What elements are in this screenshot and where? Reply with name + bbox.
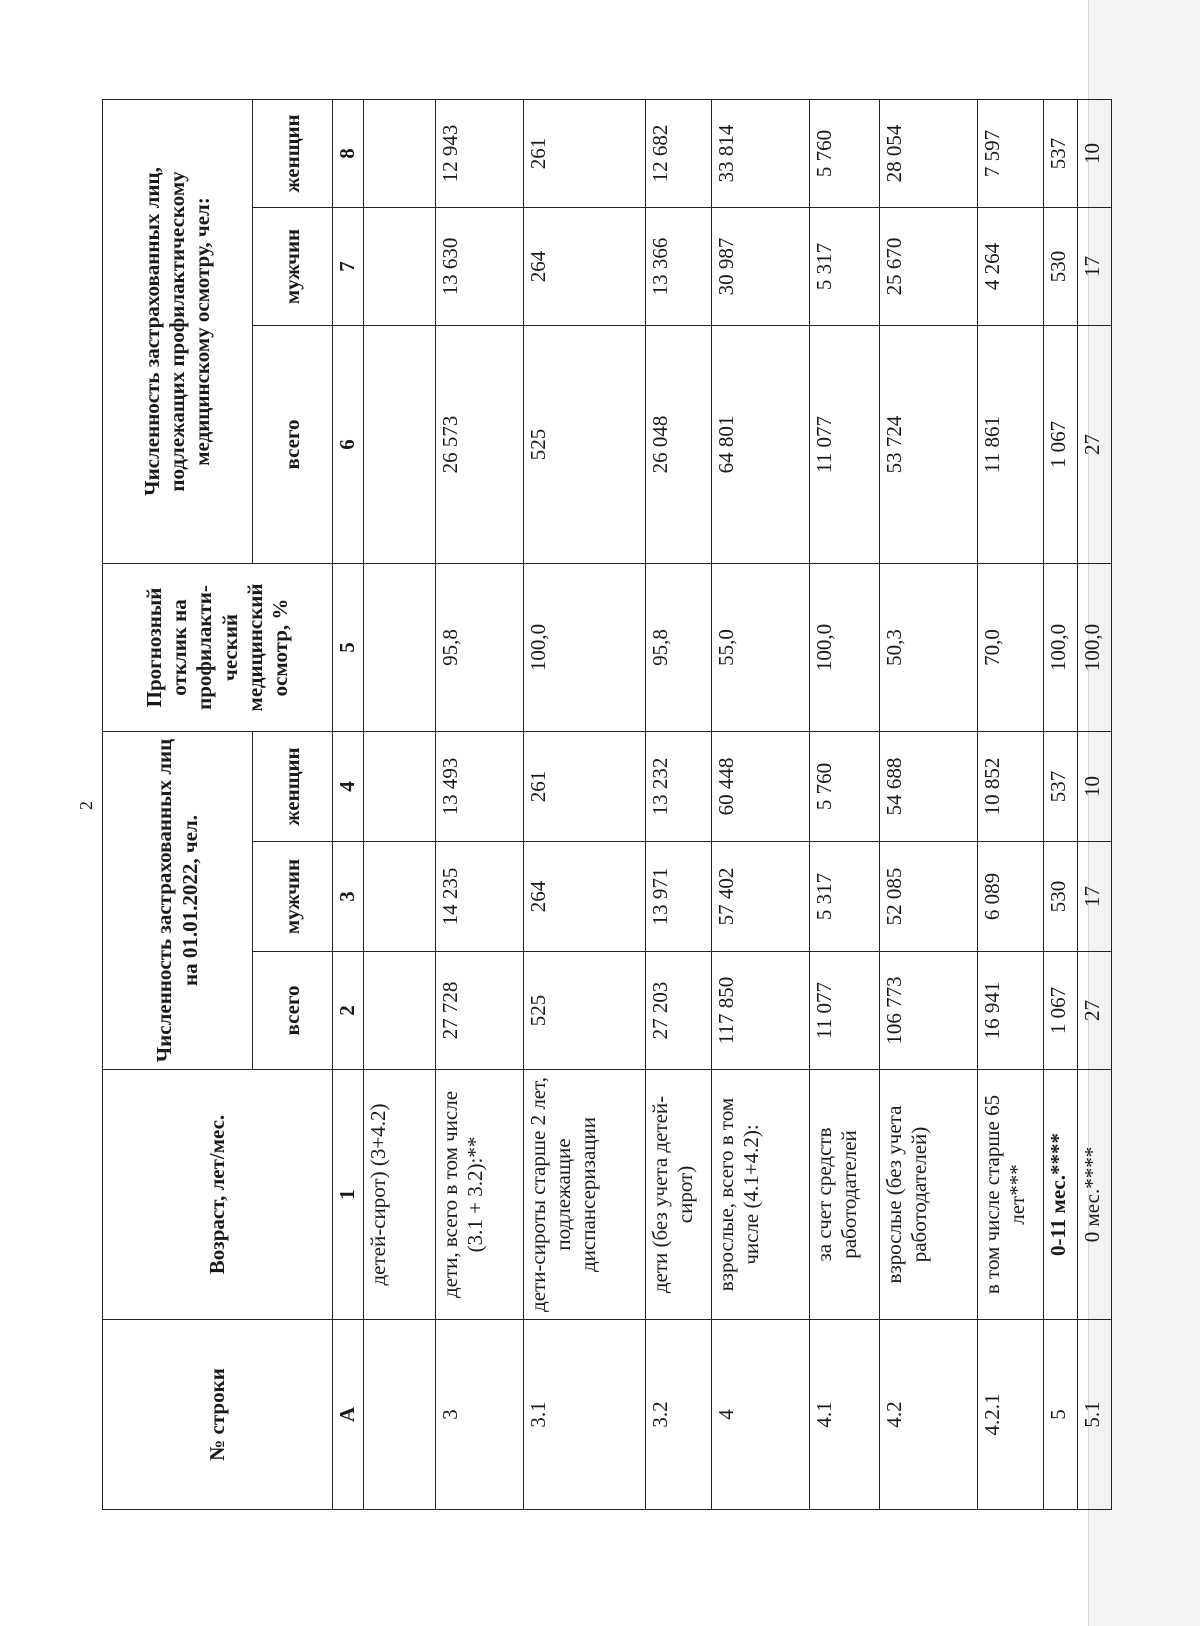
row-number: 3.1 — [524, 1320, 646, 1510]
cell-total: 27 — [1078, 952, 1112, 1070]
table-row — [436, 99, 524, 1509]
column-number: 8 — [333, 99, 364, 207]
table-container — [102, 100, 1104, 1510]
cell-subject-women: 537 — [1044, 99, 1078, 207]
cell-women: 54 688 — [880, 731, 978, 841]
column-number: 3 — [333, 842, 364, 952]
cell-total: 27 728 — [436, 952, 524, 1070]
cell-subject-total: 64 801 — [712, 325, 810, 563]
table-row — [364, 99, 436, 1509]
cell-subject-men: 13 366 — [646, 207, 712, 325]
header-subject-group: Численность застрахованных лиц, подлежащих профилактическому медицинскому осмотру, чел: — [103, 99, 253, 563]
cell-subject-women — [364, 99, 436, 207]
column-number: 2 — [333, 952, 364, 1070]
header-age: Возраст, лет/мес. — [103, 1070, 333, 1320]
cell-men: 264 — [524, 842, 646, 952]
cell-men: 530 — [1044, 842, 1078, 952]
table-row — [880, 99, 978, 1509]
cell-subject-women: 28 054 — [880, 99, 978, 207]
cell-subject-total: 1 067 — [1044, 325, 1078, 563]
column-number: 7 — [333, 207, 364, 325]
page-number: 2 — [76, 801, 96, 810]
subheader-women: женщин — [253, 99, 333, 207]
cell-subject-men: 13 630 — [436, 207, 524, 325]
cell-subject-men: 30 987 — [712, 207, 810, 325]
cell-forecast — [364, 563, 436, 731]
table-row — [978, 99, 1044, 1509]
cell-subject-women: 12 943 — [436, 99, 524, 207]
cell-men: 6 089 — [978, 842, 1044, 952]
table-row — [524, 99, 646, 1509]
cell-total: 1 067 — [1044, 952, 1078, 1070]
cell-forecast: 95,8 — [646, 563, 712, 731]
column-number: 5 — [333, 563, 364, 731]
cell-subject-men: 5 317 — [810, 207, 880, 325]
cell-men — [364, 842, 436, 952]
cell-women: 261 — [524, 731, 646, 841]
cell-forecast: 100,0 — [1044, 563, 1078, 731]
cell-men: 57 402 — [712, 842, 810, 952]
row-label: дети-сироты старше 2 лет, подлежащие диспансеризации — [524, 1070, 646, 1320]
cell-forecast: 70,0 — [978, 563, 1044, 731]
row-number: 3 — [436, 1320, 524, 1510]
cell-subject-women: 10 — [1078, 99, 1112, 207]
table-row — [712, 99, 810, 1509]
subheader-women: женщин — [253, 731, 333, 841]
cell-forecast: 100,0 — [810, 563, 880, 731]
cell-subject-total — [364, 325, 436, 563]
cell-forecast: 55,0 — [712, 563, 810, 731]
header-forecast: Прогнозный отклик на профилакти-ческий медицинский осмотр, % — [103, 563, 333, 731]
cell-forecast: 100,0 — [1078, 563, 1112, 731]
cell-men: 52 085 — [880, 842, 978, 952]
cell-men: 5 317 — [810, 842, 880, 952]
cell-total: 117 850 — [712, 952, 810, 1070]
column-number: 4 — [333, 731, 364, 841]
row-number: 5.1 — [1078, 1320, 1112, 1510]
row-number: 4.2 — [880, 1320, 978, 1510]
cell-forecast: 50,3 — [880, 563, 978, 731]
row-label: 0-11 мес.**** — [1044, 1070, 1078, 1320]
data-table — [102, 99, 1112, 1510]
cell-subject-total: 53 724 — [880, 325, 978, 563]
row-label: детей-сирот) (3+4.2) — [364, 1070, 436, 1320]
cell-men: 14 235 — [436, 842, 524, 952]
cell-total: 11 077 — [810, 952, 880, 1070]
cell-women: 13 232 — [646, 731, 712, 841]
cell-subject-total: 27 — [1078, 325, 1112, 563]
cell-women — [364, 731, 436, 841]
header-insured-group: Численность застрахованных лиц на 01.01.2022, чел. — [103, 731, 253, 1069]
subheader-men: мужчин — [253, 207, 333, 325]
cell-women: 5 760 — [810, 731, 880, 841]
cell-total — [364, 952, 436, 1070]
column-number: А — [333, 1320, 364, 1510]
cell-subject-men: 264 — [524, 207, 646, 325]
column-number-row — [333, 99, 364, 1509]
subheader-total: всего — [253, 952, 333, 1070]
table-row — [646, 99, 712, 1509]
row-label: 0 мес.**** — [1078, 1070, 1112, 1320]
cell-total: 16 941 — [978, 952, 1044, 1070]
subheader-total: всего — [253, 325, 333, 563]
cell-subject-men: 4 264 — [978, 207, 1044, 325]
cell-subject-women: 7 597 — [978, 99, 1044, 207]
row-label: дети (без учета детей-сирот) — [646, 1070, 712, 1320]
row-label: за счет средств работодателей — [810, 1070, 880, 1320]
row-number: 4.2.1 — [978, 1320, 1044, 1510]
table-row — [1078, 99, 1112, 1509]
row-number: 5 — [1044, 1320, 1078, 1510]
cell-total: 525 — [524, 952, 646, 1070]
row-label: в том числе старше 65 лет*** — [978, 1070, 1044, 1320]
cell-subject-total: 11 077 — [810, 325, 880, 563]
cell-subject-men: 17 — [1078, 207, 1112, 325]
cell-subject-women: 261 — [524, 99, 646, 207]
column-number: 1 — [333, 1070, 364, 1320]
cell-subject-men: 530 — [1044, 207, 1078, 325]
cell-forecast: 100,0 — [524, 563, 646, 731]
table-row — [1044, 99, 1078, 1509]
cell-subject-men: 25 670 — [880, 207, 978, 325]
row-label: взрослые, всего в том числе (4.1+4.2): — [712, 1070, 810, 1320]
row-number: 3.2 — [646, 1320, 712, 1510]
cell-subject-women: 5 760 — [810, 99, 880, 207]
row-label: взрослые (без учета работодателей) — [880, 1070, 978, 1320]
cell-subject-total: 26 048 — [646, 325, 712, 563]
table-row — [810, 99, 880, 1509]
subheader-men: мужчин — [253, 842, 333, 952]
row-label: дети, всего в том числе (3.1 + 3.2):** — [436, 1070, 524, 1320]
cell-subject-women: 33 814 — [712, 99, 810, 207]
row-number: 4.1 — [810, 1320, 880, 1510]
cell-men: 17 — [1078, 842, 1112, 952]
cell-women: 13 493 — [436, 731, 524, 841]
cell-subject-women: 12 682 — [646, 99, 712, 207]
cell-women: 60 448 — [712, 731, 810, 841]
cell-total: 27 203 — [646, 952, 712, 1070]
cell-men: 13 971 — [646, 842, 712, 952]
row-number: 4 — [712, 1320, 810, 1510]
cell-subject-total: 11 861 — [978, 325, 1044, 563]
cell-women: 537 — [1044, 731, 1078, 841]
cell-subject-men — [364, 207, 436, 325]
cell-women: 10 — [1078, 731, 1112, 841]
column-number: 6 — [333, 325, 364, 563]
cell-forecast: 95,8 — [436, 563, 524, 731]
cell-women: 10 852 — [978, 731, 1044, 841]
row-number — [364, 1320, 436, 1510]
cell-subject-total: 26 573 — [436, 325, 524, 563]
cell-subject-total: 525 — [524, 325, 646, 563]
header-row-no: № строки — [103, 1320, 333, 1510]
cell-total: 106 773 — [880, 952, 978, 1070]
